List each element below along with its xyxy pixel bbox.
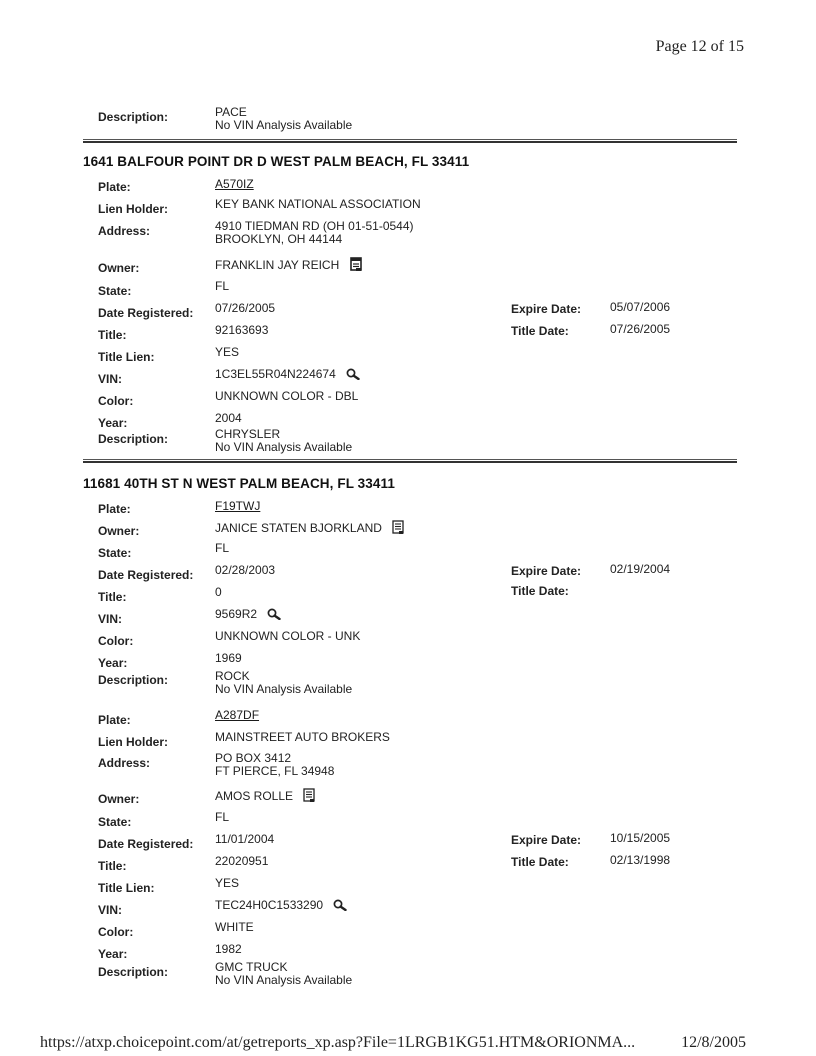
label-expire-date: Expire Date: xyxy=(511,833,582,847)
magnifier-icon[interactable] xyxy=(267,608,281,623)
color-value: WHITE xyxy=(215,920,254,934)
description-line-1: CHRYSLER xyxy=(215,427,281,441)
magnifier-icon[interactable] xyxy=(333,899,347,914)
label-address: Address: xyxy=(98,224,151,238)
vin-value: 9569R2 xyxy=(215,607,258,621)
label-date-registered: Date Registered: xyxy=(98,568,194,582)
address-line-2: FT PIERCE, FL 34948 xyxy=(215,764,335,778)
label-plate: Plate: xyxy=(98,713,131,727)
label-owner: Owner: xyxy=(98,524,140,538)
owner-value: JANICE STATEN BJORKLAND xyxy=(215,521,382,535)
plate-link[interactable]: A287DF xyxy=(215,708,260,722)
section-header-11681-40th-st: 11681 40TH ST N WEST PALM BEACH, FL 33411 xyxy=(83,476,395,491)
title-value: 92163693 xyxy=(215,323,269,337)
label-year: Year: xyxy=(98,416,128,430)
label-title-lien: Title Lien: xyxy=(98,350,155,364)
description-line-1: ROCK xyxy=(215,669,250,683)
label-owner: Owner: xyxy=(98,261,140,275)
label-plate: Plate: xyxy=(98,502,131,516)
vin-value: 1C3EL55R04N224674 xyxy=(215,367,336,381)
date-registered-value: 07/26/2005 xyxy=(215,301,276,315)
label-title: Title: xyxy=(98,590,127,604)
label-year: Year: xyxy=(98,656,128,670)
description-line-2: No VIN Analysis Available xyxy=(215,973,353,987)
label-description: Description: xyxy=(98,432,169,446)
magnifier-icon[interactable] xyxy=(346,368,360,383)
label-plate: Plate: xyxy=(98,180,131,194)
description-value xyxy=(215,670,352,696)
label-date-registered: Date Registered: xyxy=(98,306,194,320)
title-lien-value: YES xyxy=(215,345,240,359)
date-registered-value: 02/28/2003 xyxy=(215,563,276,577)
label-color: Color: xyxy=(98,634,134,648)
lien-holder-value: MAINSTREET AUTO BROKERS xyxy=(215,730,390,744)
label-title: Title: xyxy=(98,859,127,873)
page-footer xyxy=(40,1034,746,1052)
description-value xyxy=(215,961,352,987)
label-color: Color: xyxy=(98,925,134,939)
expire-date-value: 02/19/2004 xyxy=(610,562,671,576)
footer-url: https://atxp.choicepoint.com/at/getreports_xp.asp?File=1LRGB1KG51.HTM&ORIONMA... xyxy=(40,1034,636,1051)
expire-date-value: 10/15/2005 xyxy=(610,831,671,845)
address-line-1: PO BOX 3412 xyxy=(215,751,292,765)
vin-value: TEC24H0C1533290 xyxy=(215,898,324,912)
label-expire-date: Expire Date: xyxy=(511,564,582,578)
title-value: 22020951 xyxy=(215,854,269,868)
label-vin: VIN: xyxy=(98,372,122,386)
address-line-1: 4910 TIEDMAN RD (OH 01-51-0544) xyxy=(215,219,414,233)
label-state: State: xyxy=(98,284,132,298)
year-value: 2004 xyxy=(215,411,242,425)
color-value: UNKNOWN COLOR - UNK xyxy=(215,629,361,643)
report-icon[interactable] xyxy=(350,257,362,274)
description-line-2: No VIN Analysis Available xyxy=(215,118,353,132)
address-line-2: BROOKLYN, OH 44144 xyxy=(215,232,343,246)
label-title-date: Title Date: xyxy=(511,324,569,338)
label-vin: VIN: xyxy=(98,903,122,917)
title-date-value: 07/26/2005 xyxy=(610,322,671,336)
section-header-1641-balfour: 1641 BALFOUR POINT DR D WEST PALM BEACH, FL 33411 xyxy=(83,154,470,169)
expire-date-value: 05/07/2006 xyxy=(610,300,671,314)
owner-value: AMOS ROLLE xyxy=(215,789,294,803)
label-year: Year: xyxy=(98,947,128,961)
section-divider xyxy=(83,139,737,143)
label-title-lien: Title Lien: xyxy=(98,881,155,895)
label-state: State: xyxy=(98,546,132,560)
state-value: FL xyxy=(215,810,230,824)
description-line-1: PACE xyxy=(215,105,247,119)
address-value xyxy=(215,220,414,246)
title-value: 0 xyxy=(215,585,222,599)
label-description: Description: xyxy=(98,965,169,979)
section-divider xyxy=(83,459,737,463)
lien-holder-value: KEY BANK NATIONAL ASSOCIATION xyxy=(215,197,421,211)
description-line-2: No VIN Analysis Available xyxy=(215,440,353,454)
label-vin: VIN: xyxy=(98,612,122,626)
label-state: State: xyxy=(98,815,132,829)
description-line-2: No VIN Analysis Available xyxy=(215,682,353,696)
year-value: 1982 xyxy=(215,942,242,956)
label-description: Description: xyxy=(98,110,169,124)
state-value: FL xyxy=(215,279,230,293)
address-value xyxy=(215,752,334,778)
description-line-1: GMC TRUCK xyxy=(215,960,288,974)
label-owner: Owner: xyxy=(98,792,140,806)
label-title-date: Title Date: xyxy=(511,584,569,598)
label-title: Title: xyxy=(98,328,127,342)
label-address: Address: xyxy=(98,756,151,770)
description-value xyxy=(215,428,352,454)
plate-link[interactable]: F19TWJ xyxy=(215,499,261,513)
title-date-value: 02/13/1998 xyxy=(610,853,671,867)
date-registered-value: 11/01/2004 xyxy=(215,832,275,846)
label-lien-holder: Lien Holder: xyxy=(98,202,169,216)
label-expire-date: Expire Date: xyxy=(511,302,582,316)
color-value: UNKNOWN COLOR - DBL xyxy=(215,389,359,403)
plate-link[interactable]: A570IZ xyxy=(215,177,254,191)
label-date-registered: Date Registered: xyxy=(98,837,194,851)
description-value xyxy=(215,106,352,132)
label-description: Description: xyxy=(98,673,169,687)
owner-value: FRANKLIN JAY REICH xyxy=(215,258,340,272)
label-color: Color: xyxy=(98,394,134,408)
report-icon[interactable] xyxy=(392,520,404,537)
title-lien-value: YES xyxy=(215,876,240,890)
footer-date: 12/8/2005 xyxy=(681,1034,746,1051)
label-lien-holder: Lien Holder: xyxy=(98,735,169,749)
year-value: 1969 xyxy=(215,651,242,665)
report-icon[interactable] xyxy=(303,788,315,805)
label-title-date: Title Date: xyxy=(511,855,569,869)
state-value: FL xyxy=(215,541,230,555)
page-number: Page 12 of 15 xyxy=(655,38,744,55)
